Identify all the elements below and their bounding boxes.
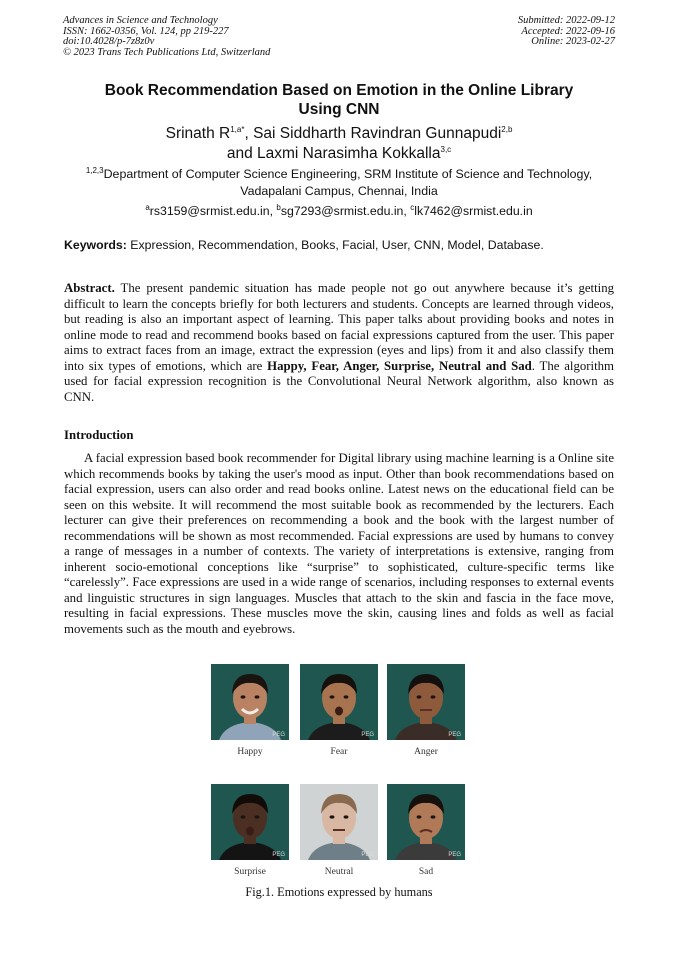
author-2-affil: 2,b: [501, 124, 513, 134]
photo-watermark: PEG: [448, 732, 461, 738]
journal-header: [63, 16, 270, 58]
email-c: lk7462@srmist.edu.in: [414, 204, 533, 218]
face-label-fear: Fear: [330, 747, 348, 757]
author-separator: ,: [244, 125, 254, 142]
face-photo-sad: [387, 784, 465, 860]
face-photo-fear: [300, 664, 378, 740]
accepted-date: Accepted: 2022-09-16: [521, 25, 615, 37]
title-line-2: Using CNN: [298, 101, 380, 118]
photo-watermark: PEG: [448, 852, 461, 858]
affiliation: [60, 166, 618, 200]
journal-name: Advances in Science and Technology: [63, 15, 218, 26]
email-a: rs3159@srmist.edu.in,: [149, 204, 277, 218]
author-emails: [40, 203, 638, 219]
author-and: and: [226, 144, 257, 162]
face-photo-anger: [387, 664, 465, 740]
keywords-label: Keywords:: [64, 238, 127, 252]
face-photo-neutral: [300, 784, 378, 860]
photo-watermark: PEG: [361, 732, 374, 738]
copyright: © 2023 Trans Tech Publications Ltd, Switzerland: [63, 46, 271, 58]
author-3-affil: 3,c: [440, 144, 452, 154]
affiliation-line-1: Department of Computer Science Engineering, SRM Institute of Science and Technology,: [103, 167, 593, 181]
face-label-happy: Happy: [237, 747, 263, 757]
dates-header: [518, 16, 615, 48]
introduction-paragraph: A facial expression based book recommender for Digital library using machine learning is a Online site which recommends books by taking the user's mood as input. Other than book recommendations based on facial expression, users can also order and read books online. Latest news on the educational field can be seen on this website. It will recommend the most suitable book as recommended by the lecturers. Each lecturer can give their preferences on recommending a book and the book with the largest number of recommendations will be shown as most recommended. Facial expressions are used by humans to convey a range of messages in a number of contexts. The variety of interpretations is extensive, ranging from inherent socio-emotional conceptions like “surprise” to sophisticated, culture-specific terms like “carelessly”. Face expressions are used in a wide range of scenarios, including responses to external events and linguistic structures in sign languages. Muscles that attach to the skin and fascia in the face move, resulting in facial expressions. These muscles move the skin, causing lines and folds as well as facial movements such as the mouth and eyebrows.: [64, 451, 614, 636]
face-label-surprise: Surprise: [234, 867, 266, 877]
figure-caption: Fig.1. Emotions expressed by humans: [245, 885, 433, 899]
keywords-text: Expression, Recommendation, Books, Facial, User, CNN, Model, Database.: [126, 238, 544, 252]
email-b: sg7293@srmist.edu.in,: [280, 204, 411, 218]
paper-title: [40, 81, 638, 119]
abstract-text-1: The present pandemic situation has made people not go out anywhere because it’s getting difficult to learn the concepts briefly for both lecturers and students. Concepts are learned through videos, but reading is also an important aspect of learning. This paper talks about providing books and notes in online mode to read and recommend books based on facial expressions captured from the user. This paper aims to extract faces from an image, extract the expression (eyes and lips) from it and also classify them into six types of emotions, which are: [64, 281, 614, 373]
email-c-sup: c: [410, 202, 415, 212]
abstract: [64, 281, 614, 405]
face-label-neutral: Neutral: [324, 867, 354, 877]
face-label-anger: Anger: [414, 747, 438, 757]
photo-watermark: PEG: [272, 732, 285, 738]
author-list: [40, 124, 638, 163]
email-b-sup: b: [276, 202, 281, 212]
keywords: [64, 237, 616, 253]
face-photo-happy: [211, 664, 289, 740]
author-2: Sai Siddharth Ravindran Gunnapudi: [253, 125, 502, 142]
abstract-emotions: Happy, Fear, Anger, Surprise, Neutral and Sad: [267, 358, 532, 373]
email-a-sup: a: [145, 202, 150, 212]
face-photo-surprise: [211, 784, 289, 860]
title-line-1: Book Recommendation Based on Emotion in the Online Library: [104, 82, 574, 99]
affiliation-line-2: Vadapalani Campus, Chennai, India: [240, 184, 438, 198]
abstract-label: Abstract.: [64, 281, 115, 295]
author-1-affil: 1,a*: [230, 124, 245, 134]
face-label-sad: Sad: [418, 867, 434, 877]
doi: doi:10.4028/p-7z8z0v: [63, 36, 155, 48]
issn: ISSN: 1662-0356, Vol. 124, pp 219-227: [63, 25, 229, 37]
photo-watermark: PEG: [272, 852, 285, 858]
online-date: Online: 2023-02-27: [531, 36, 615, 48]
photo-watermark: PEG: [361, 852, 374, 858]
submitted-date: Submitted: 2022-09-12: [517, 15, 615, 26]
affiliation-sup: 1,2,3: [85, 165, 104, 175]
author-3: Laxmi Narasimha Kokkalla: [257, 144, 441, 162]
introduction-heading: Introduction: [64, 428, 134, 442]
abstract-text-2: . The algorithm used for facial expression recognition is the Convolutional Neural Network algorithm, also known as CNN.: [64, 358, 614, 404]
author-1: Srinath R: [165, 125, 231, 142]
